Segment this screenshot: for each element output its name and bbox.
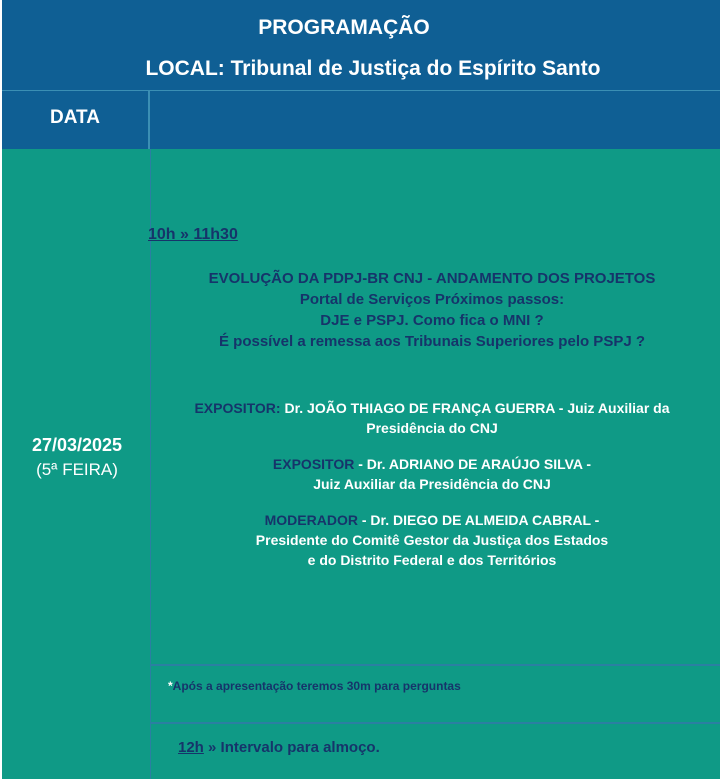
- session-title: [152, 268, 712, 352]
- row-divider: [150, 722, 720, 724]
- session-title-line: Portal de Serviços Próximos passos:: [299, 291, 565, 308]
- speaker-name: - Dr. ADRIANO DE ARAÚJO SILVA -: [354, 456, 592, 472]
- row-divider: [150, 664, 720, 666]
- speaker-role-suffix: :: [275, 400, 281, 416]
- speaker-role: EXPOSITOR: [272, 456, 355, 472]
- session-title-line: É possível a remessa aos Tribunais Superiores pelo PSPJ ?: [218, 333, 645, 350]
- session-title-line: DJE e PSPJ. Como fica o MNI ?: [320, 312, 544, 329]
- speaker-1: [152, 398, 712, 438]
- note-asterisk: *: [168, 679, 173, 693]
- session-time: 10h » 11h30: [148, 226, 238, 243]
- lunch-text: » Intervalo para almoço.: [203, 739, 380, 756]
- moderator-name: - Dr. DIEGO DE ALMEIDA CABRAL -: [357, 512, 600, 528]
- session-date: 27/03/2025: [31, 435, 123, 455]
- moderator: [152, 510, 712, 570]
- schedule-body: [2, 149, 720, 779]
- speaker-2: [152, 454, 712, 494]
- session-title-line: EVOLUÇÃO DA PDPJ-BR CNJ - ANDAMENTO DOS PROJETOS: [208, 270, 656, 287]
- date-column-header: DATA: [50, 107, 100, 128]
- column-header-row: [2, 91, 720, 149]
- session-weekday: (5ª FEIRA): [36, 460, 118, 479]
- lunch-time: 12h: [178, 739, 204, 756]
- speaker-affiliation: Juiz Auxiliar da Presidência do CNJ: [313, 476, 551, 492]
- page-title: PROGRAMAÇÃO: [258, 16, 430, 39]
- lunch-break: [178, 739, 380, 756]
- moderator-affiliation: e do Distrito Federal e dos Territórios: [307, 552, 557, 568]
- column-divider: [148, 91, 150, 149]
- note-text: Após a apresentação teremos 30m para perguntas: [172, 679, 461, 693]
- speaker-role: EXPOSITOR: [194, 400, 276, 416]
- moderator-affiliation: Presidente do Comitê Gestor da Justiça dos Estados: [255, 532, 609, 548]
- questions-note: [168, 679, 461, 693]
- moderator-role: MODERADOR: [264, 512, 358, 528]
- speaker-affiliation: Presidência do CNJ: [366, 420, 498, 436]
- table-header: [2, 0, 720, 91]
- venue-label: LOCAL: Tribunal de Justiça do Espírito Santo: [145, 57, 601, 80]
- speaker-name: Dr. JOÃO THIAGO DE FRANÇA GUERRA - Juiz Auxiliar da: [280, 400, 670, 416]
